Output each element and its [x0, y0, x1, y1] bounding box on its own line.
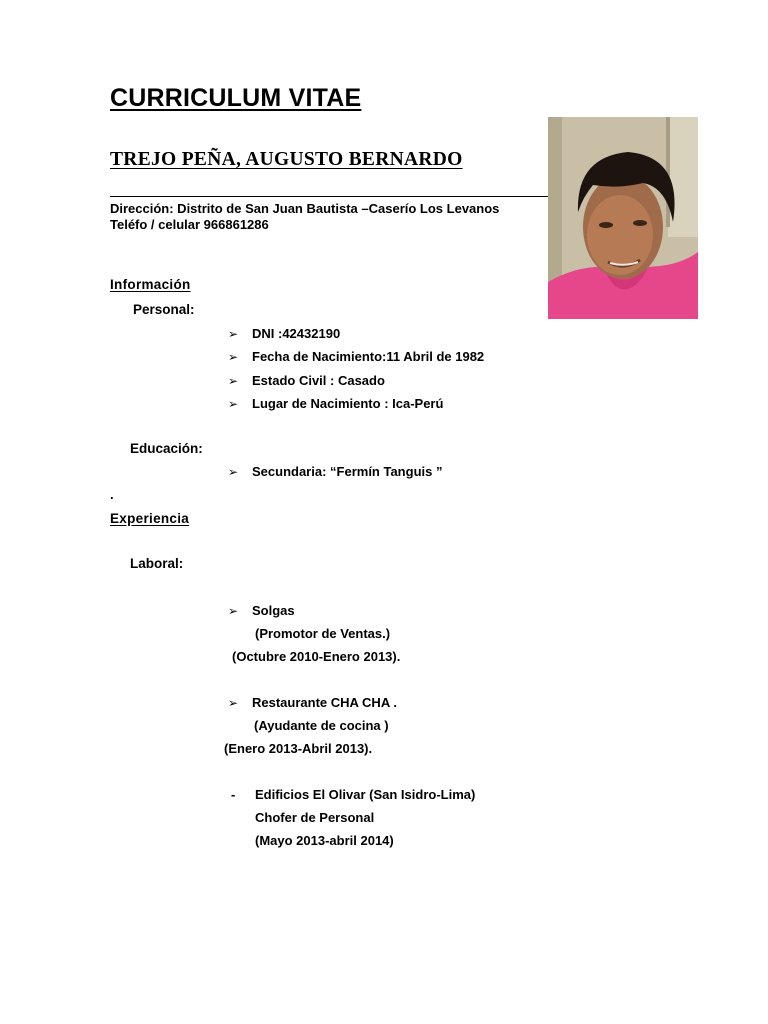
bullet-arrow-icon: ➢ [228, 397, 239, 411]
profile-photo-image [548, 117, 698, 319]
bullet-arrow-icon: ➢ [228, 374, 239, 388]
job-role: (Promotor de Ventas.) [255, 626, 391, 641]
personal-item-civil-status: Estado Civil : Casado [252, 373, 385, 388]
job-company: Edificios El Olivar (San Isidro-Lima) [255, 787, 476, 802]
job-company: Solgas [252, 603, 295, 618]
job-period: (Enero 2013-Abril 2013). [224, 741, 373, 756]
personal-info-heading: Información [110, 277, 191, 292]
experience-heading: Experiencia [110, 511, 190, 526]
job-role: (Ayudante de cocina ) [254, 718, 389, 733]
bullet-arrow-icon: ➢ [228, 350, 239, 364]
education-item-secondary: Secundaria: “Fermín Tanguis ” [252, 464, 443, 479]
bullet-arrow-icon: ➢ [228, 327, 239, 341]
header-divider [110, 196, 567, 197]
job-period: (Octubre 2010-Enero 2013). [232, 649, 401, 664]
address-line: Dirección: Distrito de San Juan Bautista –Caserío Los Levanos [110, 201, 500, 216]
personal-item-birthdate: Fecha de Nacimiento:11 Abril de 1982 [252, 349, 485, 364]
personal-info-subheading: Personal: [133, 302, 195, 317]
personal-item-birthplace: Lugar de Nacimiento : Ica-Perú [252, 396, 444, 411]
education-heading: Educación: [130, 441, 203, 456]
bullet-arrow-icon: ➢ [228, 696, 239, 710]
candidate-name: TREJO PEÑA, AUGUSTO BERNARDO [110, 149, 463, 170]
phone-line: Teléfo / celular 966861286 [110, 217, 269, 232]
profile-photo [548, 117, 698, 319]
bullet-arrow-icon: ➢ [228, 465, 239, 479]
separator-dot: . [110, 487, 114, 502]
job-role: Chofer de Personal [255, 810, 375, 825]
job-company: Restaurante CHA CHA . [252, 695, 397, 710]
job-period: (Mayo 2013-abril 2014) [255, 833, 394, 848]
cv-title: CURRICULUM VITAE [110, 84, 362, 112]
job-dash-marker: - [231, 787, 236, 802]
personal-item-dni: DNI :42432190 [252, 326, 341, 341]
experience-subheading: Laboral: [130, 556, 184, 571]
bullet-arrow-icon: ➢ [228, 604, 239, 618]
